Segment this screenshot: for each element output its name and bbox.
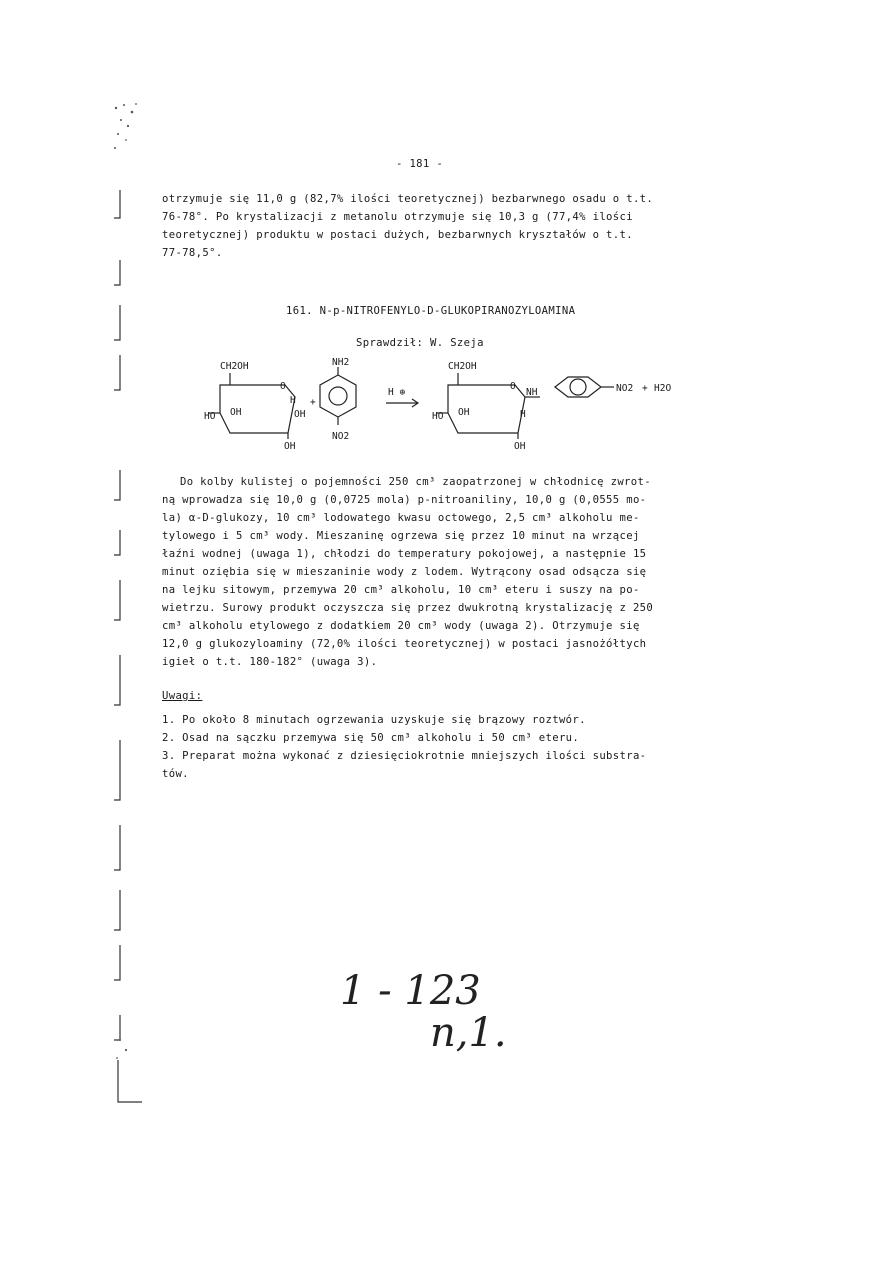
intro-line: teoretycznej) produktu w postaci dużych, bezbarwnych kryształów o t.t. (162, 229, 633, 241)
scheme-h: H (520, 409, 526, 420)
binder-edge-marks (112, 100, 142, 1110)
procedure-line: minut oziębia się w mieszaninie wody z lodem. Wytrącony osad odsącza się (162, 566, 647, 578)
scheme-ho: HO (432, 411, 444, 422)
intro-line: otrzymuje się 11,0 g (82,7% ilości teoretycznej) bezbarwnego osadu o t.t. (162, 193, 654, 205)
scheme-oh: OH (294, 409, 306, 420)
scheme-water: H2O (654, 383, 672, 394)
scheme-oh: OH (458, 407, 470, 418)
procedure-line: cm³ alkoholu etylowego z dodatkiem 20 cm³ wody (uwaga 2). Otrzymuje się (162, 620, 640, 632)
scheme-oh: OH (230, 407, 242, 418)
scheme-oh: OH (284, 441, 296, 452)
scheme-no2: NO2 (332, 431, 350, 442)
procedure-line: ną wprowadza się 10,0 g (0,0725 mola) p-nitroaniliny, 10,0 g (0,0555 mo- (162, 494, 647, 506)
scheme-ch2oh: CH2OH (220, 361, 249, 372)
note-item: 1. Po około 8 minutach ogrzewania uzyskuje się brązowy roztwór. (162, 714, 586, 726)
scheme-o: O (280, 381, 286, 392)
procedure-line: tylowego i 5 cm³ wody. Mieszaninę ogrzewa się przez 10 minut na wrzącej (162, 530, 640, 542)
scheme-nh: NH (526, 387, 538, 398)
scheme-plus: + (310, 397, 316, 408)
intro-line: 76-78°. Po krystalizacji z metanolu otrzymuje się 10,3 g (77,4% ilości (162, 211, 633, 223)
procedure-line: igieł o t.t. 180-182° (uwaga 3). (162, 656, 378, 668)
intro-line: 77-78,5°. (162, 247, 223, 259)
page-number: - 181 - (396, 158, 444, 170)
procedure-line: łaźni wodnej (uwaga 1), chłodzi do temperatury pokojowej, a następnie 15 (162, 548, 647, 560)
scheme-oh: OH (514, 441, 526, 452)
scheme-catalyst: H ⊕ (388, 387, 406, 398)
section-title: 161. N-p-NITROFENYLO-D-GLUKOPIRANOZYLOAMINA (286, 305, 576, 317)
scheme-ch2oh: CH2OH (448, 361, 477, 372)
notes-heading: Uwagi: (162, 690, 203, 702)
checked-by: Sprawdził: W. Szeja (356, 337, 484, 349)
scheme-o: O (510, 381, 516, 392)
procedure-line: wietrzu. Surowy produkt oczyszcza się przez dwukrotną krystalizację z 250 (162, 602, 654, 614)
scheme-no2: NO2 (616, 383, 634, 394)
reaction-scheme (190, 355, 690, 455)
procedure-line: na lejku sitowym, przemywa 20 cm³ alkoholu, 10 cm³ eteru i suszy na po- (162, 584, 640, 596)
procedure-line: Do kolby kulistej o pojemności 250 cm³ zaopatrzonej w chłodnicę zwrot- (180, 476, 651, 488)
note-item: 3. Preparat można wykonać z dziesięciokrotnie mniejszych ilości substra- (162, 750, 647, 762)
handwritten-number: 1 - 123 (340, 968, 481, 1014)
note-item: 2. Osad na sączku przemywa się 50 cm³ alkoholu i 50 cm³ eteru. (162, 732, 580, 744)
procedure-line: la) α-D-glukozy, 10 cm³ lodowatego kwasu octowego, 2,5 cm³ alkoholu me- (162, 512, 640, 524)
scheme-nh2: NH2 (332, 357, 350, 368)
scheme-plus: + (642, 383, 648, 394)
handwritten-note: n,1. (430, 1010, 507, 1056)
procedure-line: 12,0 g glukozyloaminy (72,0% ilości teoretycznej) w postaci jasnożółtych (162, 638, 647, 650)
scheme-ho: HO (204, 411, 216, 422)
scheme-h: H (290, 395, 296, 406)
note-item: tów. (162, 768, 189, 780)
